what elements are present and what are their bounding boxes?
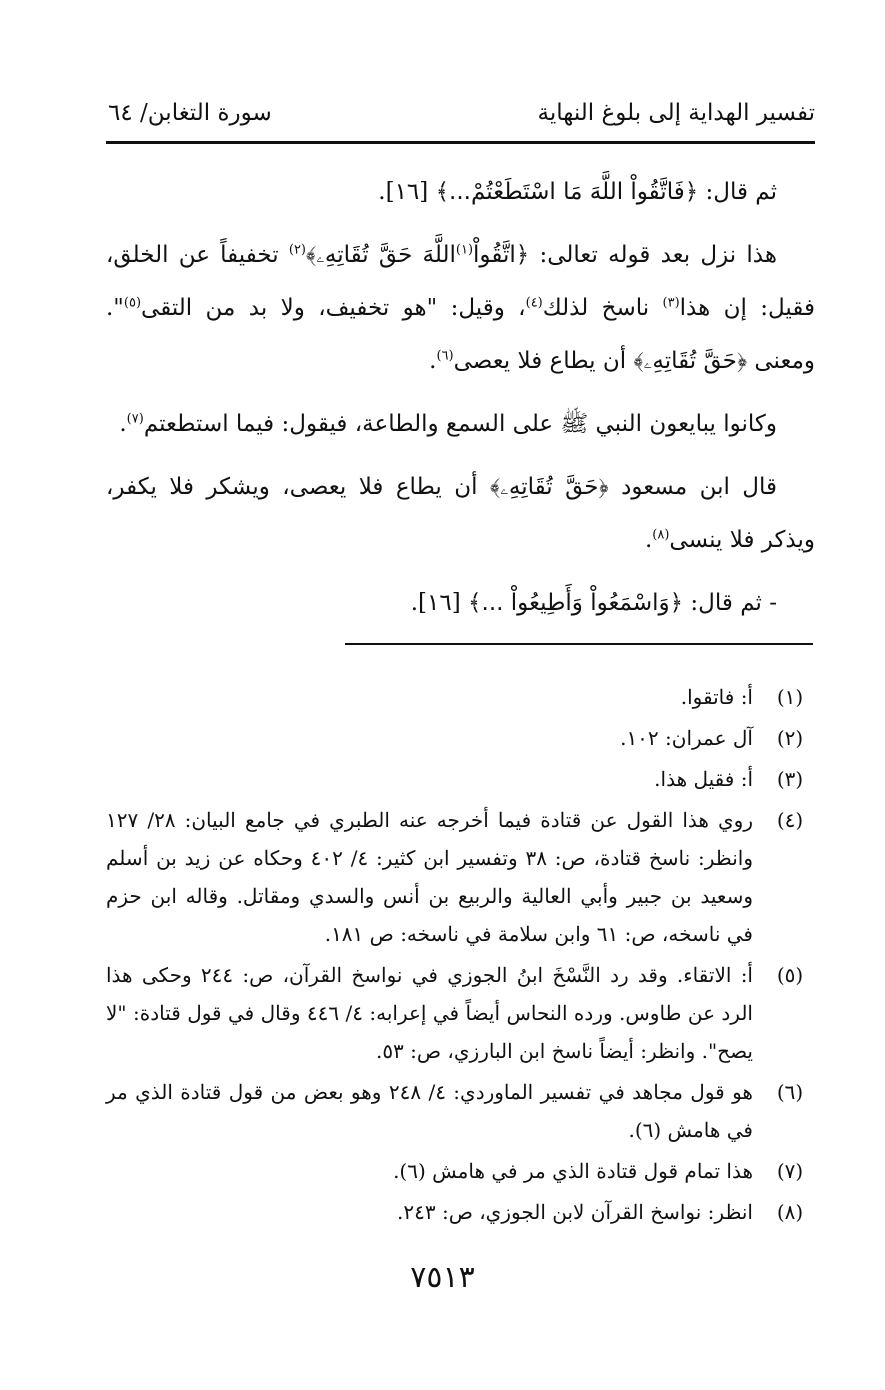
footnote-1 <box>106 678 815 716</box>
text: [١٦]. <box>410 590 469 616</box>
text: تخفيفاً عن الخلق، فقيل: إن هذا <box>106 242 816 321</box>
text: هذا نزل بعد قوله تعالى: <box>529 242 777 268</box>
quran-quote: ﴿وَاسْمَعُواْ وَأَطِيعُواْ ...﴾ <box>468 590 684 616</box>
footnote-number: (١) <box>776 685 804 709</box>
footnote-4 <box>106 801 815 953</box>
header-rule <box>106 141 815 144</box>
footnote-6 <box>106 1073 815 1149</box>
footnote-number: (٣) <box>776 767 804 791</box>
quran-quote: اللَّهَ حَقَّ تُقَاتِهِۦ﴾ <box>306 242 456 268</box>
paragraph-3 <box>106 398 815 451</box>
footnote-marker-8[interactable]: (٨) <box>652 527 670 543</box>
footnote-2 <box>106 719 815 757</box>
text: - ثم قال: <box>683 590 777 616</box>
footnote-text: أ: الاتقاء. وقد رد النَّسْخَ ابنُ الجوزي في نواسخ القرآن، ص: ٢٤٤ وحكى هذا الرد عن طاوس. ورده النحاس أيضاً في إعرابه: ٤/ ٤٤٦ وقال في قول قتادة: "لا يصح". وانظر: أيضاً ناسخ ابن البارزي، ص: ٥٣. <box>106 963 753 1063</box>
quran-quote: ﴿اتَّقُواْ <box>473 242 530 268</box>
footnote-text: أ: فاتقوا. <box>680 685 753 709</box>
running-header <box>108 100 815 136</box>
footnote-marker-4[interactable]: (٤) <box>525 295 543 311</box>
footnote-number: (٢) <box>776 726 804 750</box>
footnote-text: روي هذا القول عن قتادة فيما أخرجه عنه الطبري في جامع البيان: ٢٨/ ١٢٧ وانظر: ناسخ قتادة، ص: ٣٨ وتفسير ابن كثير: ٤/ ٤٠٢ وحكاه عن زيد بن أسلم وسعيد بن جبير وأبي العالية والربيع بن أنس والسدي ومقاتل. وقاله ابن حزم في ناسخه، ص: ٦١ وابن سلامة في ناسخه: ص ١٨١. <box>106 808 753 946</box>
page-number: ٧٥١٣ <box>410 1260 475 1295</box>
footnote-marker-7[interactable]: (٧) <box>126 411 144 427</box>
text: ". ومعنى <box>106 295 815 374</box>
text: [١٦]. <box>378 179 436 205</box>
text: ثم قال: <box>698 179 777 205</box>
footnote-text: انظر: نواسخ القرآن لابن الجوزي، ص: ٢٤٣. <box>397 1200 753 1224</box>
footnote-text: هو قول مجاهد في تفسير الماوردي: ٤/ ٢٤٨ وهو بعض من قول قتادة الذي مر في هامش (٦). <box>106 1080 753 1142</box>
footnote-3 <box>106 760 815 798</box>
paragraph-5 <box>106 577 815 630</box>
paragraph-4 <box>106 461 815 567</box>
text: وكانوا يبايعون النبي ﷺ على السمع والطاعة، فيقول: فيما استطعتم <box>143 411 777 437</box>
footnote-marker-5[interactable]: (٥) <box>123 295 142 311</box>
footnote-5 <box>106 956 815 1070</box>
book-title: تفسير الهداية إلى بلوغ النهاية <box>537 100 815 126</box>
footnote-number: (٤) <box>776 808 804 832</box>
text: . <box>119 411 127 437</box>
footnote-number: (٦) <box>776 1080 804 1104</box>
surah-reference: سورة التغابن/ ٦٤ <box>108 100 272 126</box>
text: . <box>429 348 437 374</box>
footnote-text: آل عمران: ١٠٢. <box>620 726 753 750</box>
footnote-number: (٥) <box>776 963 804 987</box>
footnote-8 <box>106 1193 815 1231</box>
text: قال ابن مسعود <box>608 474 777 500</box>
footnote-marker-1[interactable]: (١) <box>455 242 474 258</box>
footnote-marker-6[interactable]: (٦) <box>436 348 454 364</box>
quran-quote: ﴿فَاتَّقُواْ اللَّهَ مَا اسْتَطَعْتُمْ...﴾ <box>435 179 699 205</box>
footnote-marker-3[interactable]: (٣) <box>662 295 680 311</box>
footnotes <box>106 678 815 1234</box>
footnote-separator <box>345 643 813 645</box>
footnote-text: هذا تمام قول قتادة الذي مر في هامش (٦). <box>393 1159 753 1183</box>
text: أن يطاع فلا يعصى، ويشكر فلا يكفر، ويذكر فلا ينسى <box>106 474 815 553</box>
main-text <box>106 166 815 640</box>
text: . <box>644 527 653 553</box>
footnote-number: (٧) <box>776 1159 804 1183</box>
footnote-7 <box>106 1152 815 1190</box>
footnote-marker-2[interactable]: (٢) <box>288 242 306 258</box>
text: ، وقيل: "هو تخفيف، ولا بد من التقى <box>141 295 526 321</box>
quran-quote: ﴿حَقَّ تُقَاتِهِۦ﴾ <box>633 348 748 374</box>
paragraph-1 <box>106 166 815 219</box>
text: أن يطاع فلا يعصى <box>453 348 634 374</box>
paragraph-2 <box>106 229 815 388</box>
text: ناسخ لذلك <box>542 295 663 321</box>
footnote-number: (٨) <box>776 1200 804 1224</box>
footnote-text: أ: فقيل هذا. <box>654 767 753 791</box>
quran-quote: ﴿حَقَّ تُقَاتِهِۦ﴾ <box>489 474 609 500</box>
